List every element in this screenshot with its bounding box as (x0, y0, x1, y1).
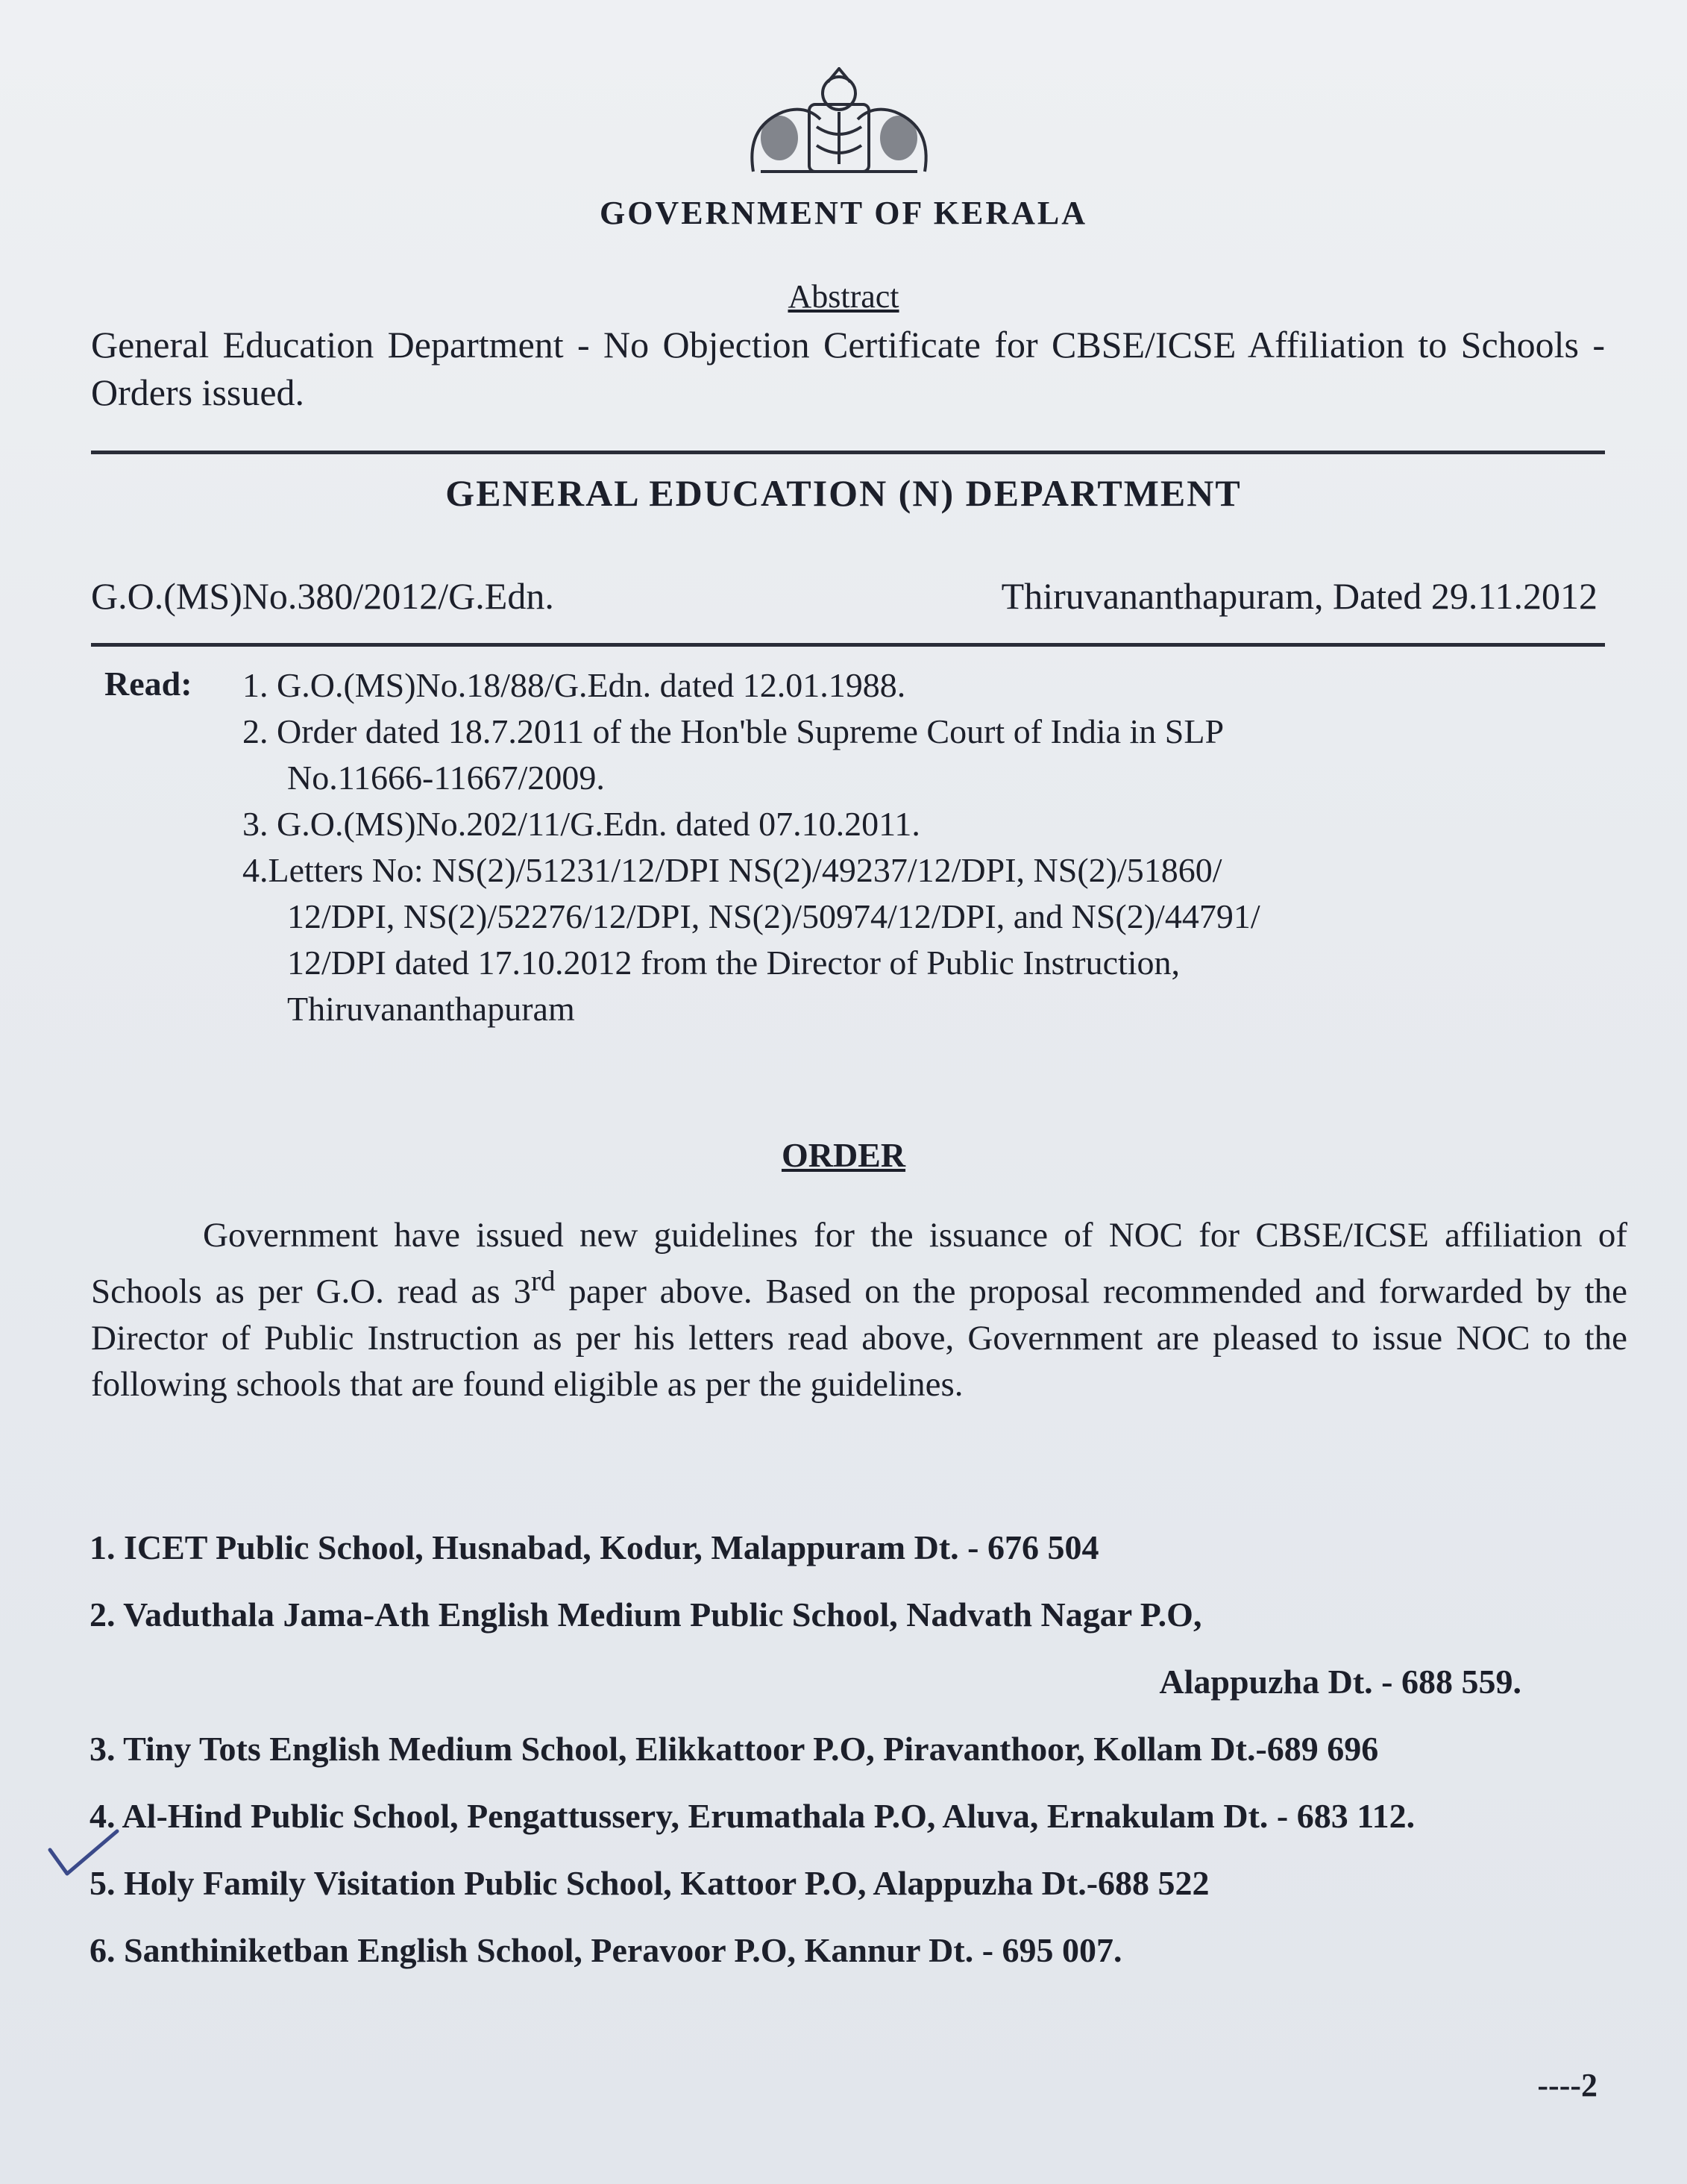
order-body (91, 1212, 1627, 1408)
divider-top (91, 451, 1605, 454)
page-continuation: ----2 (1537, 2067, 1598, 2103)
kerala-emblem-icon (738, 67, 940, 179)
reference-item-continuation: 12/DPI, NS(2)/52276/12/DPI, NS(2)/50974/12/DPI, and NS(2)/44791/ (287, 897, 1260, 935)
school-item-line: 2. Vaduthala Jama-Ath English Medium Public School, Nadvath Nagar P.O, (89, 1595, 1202, 1634)
department-title: GENERAL EDUCATION (N) DEPARTMENT (445, 472, 1242, 514)
reference-item-continuation: 12/DPI dated 17.10.2012 from the Director of Public Instruction, (287, 944, 1181, 982)
reference-item-continuation: Thiruvananthapuram (287, 990, 575, 1028)
school-item-continuation: Alappuzha Dt. - 688 559. (1159, 1663, 1521, 1701)
reference-item: 2. Order dated 18.7.2011 of the Hon'ble Supreme Court of India in SLP (242, 712, 1225, 750)
reference-item: 4.Letters No: NS(2)/51231/12/DPI NS(2)/49237/12/DPI, NS(2)/51860/ (242, 851, 1222, 889)
read-label: Read: (104, 665, 192, 703)
school-item: 5. Holy Family Visitation Public School, Kattoor P.O, Alappuzha Dt.-688 522 (89, 1864, 1210, 1902)
government-title: GOVERNMENT OF KERALA (599, 195, 1088, 231)
reference-item-continuation: No.11666-11667/2009. (287, 759, 605, 797)
school-item: 4. Al-Hind Public School, Pengattussery, Erumathala P.O, Aluva, Ernakulam Dt. - 683 112. (89, 1797, 1416, 1835)
abstract-label: Abstract (788, 278, 899, 315)
abstract-text: General Education Department - No Objection Certificate for CBSE/ICSE Affiliation to Schools - Orders issued. (91, 324, 1605, 413)
reference-item: 1. G.O.(MS)No.18/88/G.Edn. dated 12.01.1988. (242, 666, 906, 704)
order-body-part1: Government have issued new guidelines for the issuance of NOC for CBSE/ICSE affiliation of Schools as per G.O. read as 3 (91, 1216, 1627, 1311)
order-heading: ORDER (781, 1136, 906, 1174)
school-list (89, 1514, 1611, 1984)
handwritten-tick-icon (46, 1827, 121, 1880)
reference-item: 3. G.O.(MS)No.202/11/G.Edn. dated 07.10.2011. (242, 805, 920, 843)
school-item: 1. ICET Public School, Husnabad, Kodur, Malappuram Dt. - 676 504 (89, 1528, 1099, 1566)
school-item (89, 1581, 1611, 1716)
order-superscript: rd (531, 1265, 556, 1297)
order-body-part2: paper above. Based on the proposal recommended and forwarded by the Director of Public Instruction as per his letters read above, Government are pleased to issue NOC to the following schools that are found eligible as per the guidelines. (91, 1272, 1628, 1404)
divider-bottom (91, 643, 1605, 647)
reference-list (242, 664, 1577, 1034)
go-place-date: Thiruvananthapuram, Dated 29.11.2012 (1001, 575, 1598, 617)
school-item: 6. Santhiniketban English School, Peravoor P.O, Kannur Dt. - 695 007. (89, 1931, 1122, 1969)
school-item: 3. Tiny Tots English Medium School, Elikkattoor P.O, Piravanthoor, Kollam Dt.-689 696 (89, 1730, 1379, 1768)
go-number: G.O.(MS)No.380/2012/G.Edn. (91, 575, 554, 617)
